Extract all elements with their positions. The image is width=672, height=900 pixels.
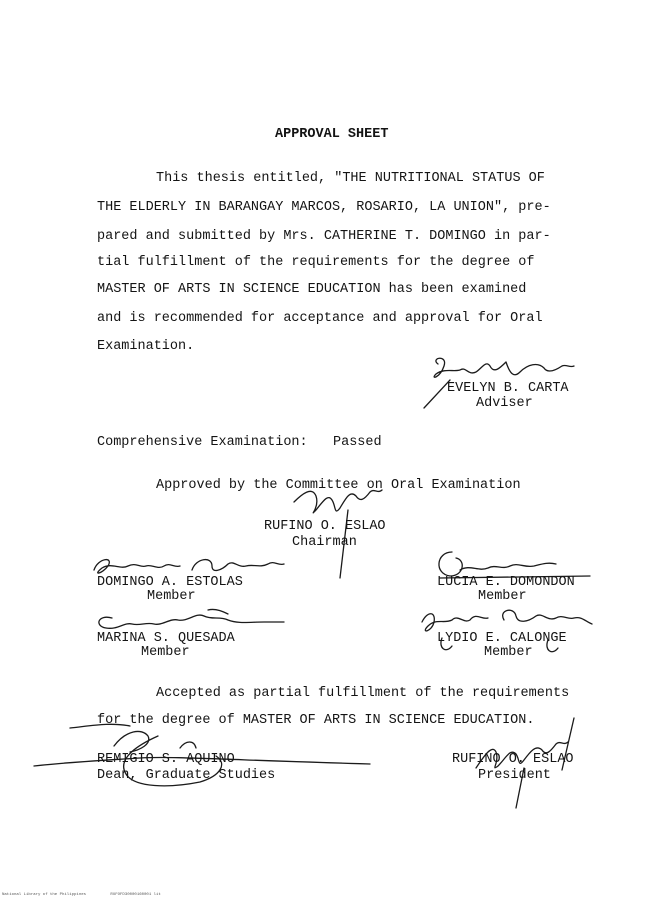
member-role: Member — [484, 645, 533, 660]
dean-name: REMIGIO S. AQUINO — [97, 752, 235, 767]
member-name: DOMINGO A. ESTOLAS — [97, 575, 243, 590]
chairman-name: RUFINO O. ESLAO — [264, 519, 386, 534]
body-line: and is recommended for acceptance and approval for Oral — [97, 311, 543, 326]
footer-code: RUFOFD30000160001 lit — [110, 893, 161, 897]
footer-library: National Library of the Philippines — [2, 893, 87, 897]
member-name: LUCIA E. DOMONDON — [437, 575, 575, 590]
member-name: MARINA S. QUESADA — [97, 631, 235, 646]
comprehensive-result: Passed — [333, 435, 382, 450]
committee-heading: Approved by the Committee on Oral Examination — [156, 478, 521, 493]
president-name: RUFINO O. ESLAO — [452, 752, 574, 767]
adviser-role: Adviser — [476, 396, 533, 411]
dean-role: Dean, Graduate Studies — [97, 768, 276, 783]
body-line: Examination. — [97, 339, 195, 354]
member-role: Member — [147, 589, 196, 604]
chairman-role: Chairman — [292, 535, 357, 550]
president-role: President — [478, 768, 551, 783]
body-line: tial fulfillment of the requirements for the degree of — [97, 255, 535, 270]
acceptance-line: Accepted as partial fulfillment of the requirements — [156, 686, 570, 701]
member-name: LYDIO E. CALONGE — [437, 631, 567, 646]
page-title: APPROVAL SHEET — [275, 127, 389, 142]
body-line: MASTER OF ARTS IN SCIENCE EDUCATION has been examined — [97, 282, 527, 297]
footer — [2, 893, 183, 898]
acceptance-line: for the degree of MASTER OF ARTS IN SCIENCE EDUCATION. — [97, 713, 535, 728]
member-role: Member — [141, 645, 190, 660]
member-role: Member — [478, 589, 527, 604]
body-line: This thesis entitled, "THE NUTRITIONAL STATUS OF — [156, 171, 545, 186]
adviser-name: EVELYN B. CARTA — [447, 381, 569, 396]
body-line: pared and submitted by Mrs. CATHERINE T. DOMINGO in par- — [97, 229, 551, 244]
body-line: THE ELDERLY IN BARANGAY MARCOS, ROSARIO, LA UNION", pre- — [97, 200, 551, 215]
comprehensive-label: Comprehensive Examination: — [97, 435, 308, 450]
